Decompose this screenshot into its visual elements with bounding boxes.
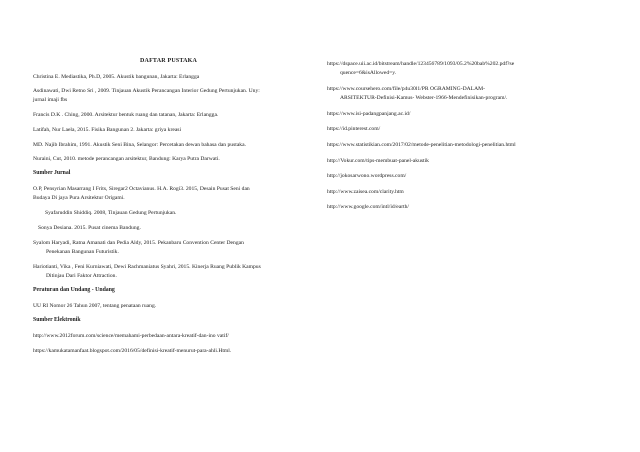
reference-link: https://kamukatamanfaat.blogspot.com/2016/05/definisi-kreatif-menurut-para-ahli.Html.: [33, 348, 232, 354]
reference-link-continuation: quence=6&isAllowed=y.: [340, 70, 397, 76]
page-title: DAFTAR PUSTAKA: [140, 58, 198, 64]
section-heading: Sumber Elektronik: [33, 317, 81, 323]
reference-entry: Hariotianti, Vika , Feni Kurniawati, Dewi Rachmaniatus Syahri, 2015. Kinerja Ruang Publik Kampus: [33, 264, 261, 270]
reference-link: http://www.zaisea.com/clarity.htm: [327, 189, 404, 195]
reference-entry-continuation: Penekanan Bangunan Futuristik.: [46, 249, 119, 255]
reference-entry: Francis D.K . Ching, 2000. Arsitektur bentuk ruang dan tatanan, Jakarta: Erlangga.: [33, 112, 219, 118]
reference-entry: O.P, Pensyrian Masarrang I Frits, Siregar2 Octavianus. H.A. Rogi3. 2015, Desain Pusat Seni dan: [33, 186, 250, 192]
section-heading: Peraturan dan Undang - Undang: [33, 287, 115, 293]
reference-entry: Nuraini, Cut, 2010. metode perancangan arsitektur, Bandung: Karya Putra Darwati.: [33, 156, 220, 162]
reference-link: http://www.google.com/intl/id/earth/: [327, 204, 409, 210]
reference-link: https://id.pinterest.com/: [327, 126, 381, 132]
reference-link: https://www.isi-padangpanjang.ac.id/: [327, 111, 411, 117]
reference-entry: UU RI Nomor 26 Tahun 2007, tentang penataan ruang.: [33, 303, 157, 309]
reference-entry: MD. Najib Ibrahim, 1991. Akustik Seni Bina, Selangor: Percetakan dewan bahasa dan pustaka.: [33, 142, 246, 148]
reference-entry-continuation: Budaya Di jaya Pura Arsitektur Origami.: [33, 195, 125, 201]
reference-entry-continuation: jurnal imaji fbs: [33, 97, 68, 103]
reference-link: https://www.statistikian.com/2017/02/metode-penelitian-metodologi-penelitian.html: [327, 142, 516, 148]
reference-link: https://dspace.uii.ac.id/bitstream/handle/123456789/1093/05.2%20bab%202.pdf?se: [327, 61, 515, 67]
reference-link: https://www.coursehero.com/file/p4u30l1/PR OGRAMING-DALAM-: [327, 86, 485, 92]
section-heading: Sumber Jurnal: [33, 170, 71, 176]
reference-entry: Syafaruddin Shiddiq. 2008, Tinjauan Gedung Pertunjukan.: [45, 210, 177, 216]
reference-entry: Syalom Haryadi, Ratna Amanati dan Pedia Aldy, 2015. Pekanbaru Convention Center Dengan: [33, 240, 244, 246]
reference-link: http://jokosarwono.wordpress.com/: [327, 173, 407, 179]
reference-entry: Latifah, Nur Laela, 2015. Fisika Bangunan 2. Jakarta: griya kreasi: [33, 127, 182, 133]
reference-link: http://www.2012forum.com/science/memahami-perbedaan-antara-kreatif-dan-ino vatif/: [33, 333, 229, 339]
reference-link-continuation: ARSITEKTUR-Definisi-Kamus- Webster-1966-Mendefinisikan-program/.: [340, 95, 508, 101]
reference-entry: Sonya Desiana. 2015. Pusat cinema Bandung.: [38, 225, 141, 231]
reference-entry: Asdinawati, Dwi Retno Sri , 2009. Tinjauan Akustik Perancangan Interior Gedung Pertunjukan. Uny:: [33, 88, 260, 94]
reference-entry-continuation: Ditinjau Dari Faktor Attraction.: [46, 273, 117, 279]
reference-entry: Christina E. Mediastika, Ph.D, 2005. Akustik bangunan, Jakarta: Erlangga: [33, 74, 200, 80]
reference-link: http://Vokur.com/tips-membuat-panel-akustik: [327, 158, 429, 164]
